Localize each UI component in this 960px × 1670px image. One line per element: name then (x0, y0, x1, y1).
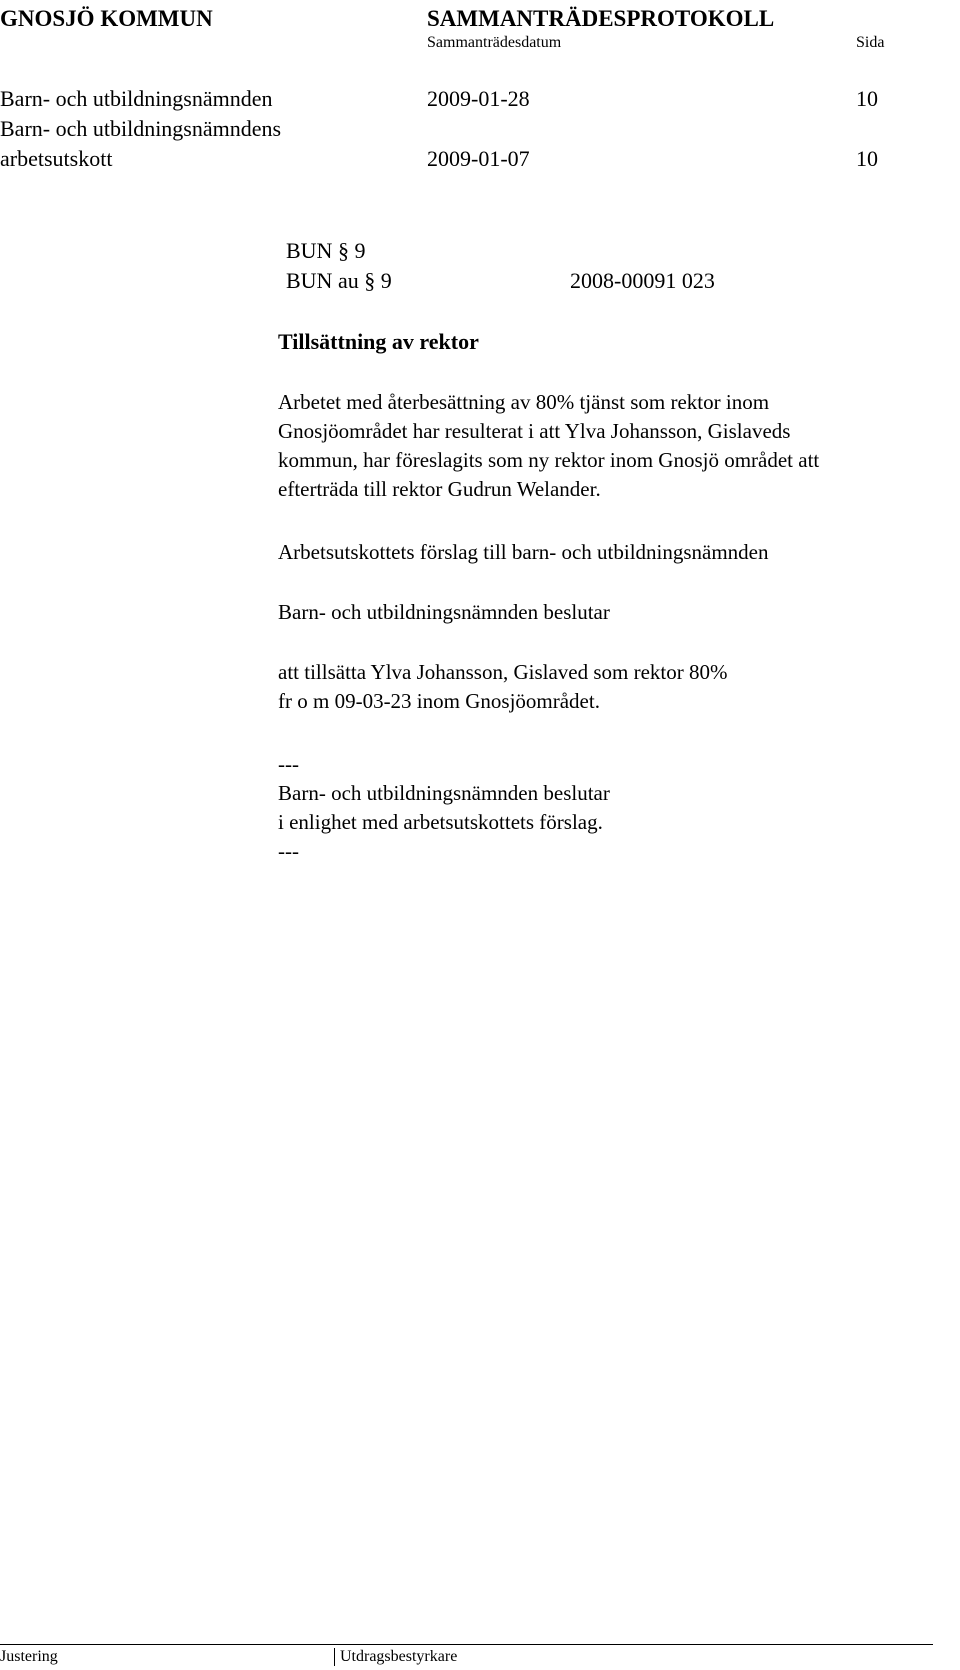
paragraph-line: Barn- och utbildningsnämnden beslutar (278, 781, 610, 805)
date-column-label: Sammanträdesdatum (427, 34, 562, 51)
proposal-heading: Arbetsutskottets förslag till barn- och utbildningsnämnden (278, 540, 769, 564)
document-type: SAMMANTRÄDESPROTOKOLL (427, 6, 775, 31)
background-paragraph (278, 388, 948, 504)
page-column-label: Sida (856, 34, 885, 51)
justering-label: Justering (0, 1648, 58, 1665)
item-title: Tillsättning av rektor (278, 329, 479, 354)
meeting-body-line1: Barn- och utbildningsnämndens (0, 116, 282, 141)
decision-heading: Barn- och utbildningsnämnden beslutar (278, 600, 610, 624)
meeting-page: 10 (856, 146, 878, 171)
paragraph-line: kommun, har föreslagits som ny rektor inom Gnosjö området att (278, 448, 820, 472)
separator: --- (278, 752, 299, 776)
meeting-date: 2009-01-07 (427, 146, 530, 171)
meeting-date: 2009-01-28 (427, 86, 530, 111)
case-number: 2008-00091 023 (570, 268, 715, 293)
extract-certifier-label: Utdragsbestyrkare (340, 1648, 458, 1665)
paragraph-line: efterträda till rektor Gudrun Welander. (278, 477, 601, 501)
paragraph-line: Arbetet med återbesättning av 80% tjänst som rektor inom (278, 390, 770, 414)
paragraph-reference-committee: BUN au § 9 (286, 268, 392, 293)
footer-divider (334, 1648, 335, 1666)
decision-paragraph (278, 658, 948, 716)
paragraph-reference-board: BUN § 9 (286, 238, 366, 263)
paragraph-line: att tillsätta Ylva Johansson, Gislaved som rektor 80% (278, 660, 728, 684)
paragraph-line: Gnosjöområdet har resulterat i att Ylva Johansson, Gislaveds (278, 419, 791, 443)
paragraph-line: fr o m 09-03-23 inom Gnosjöområdet. (278, 689, 600, 713)
municipality-name: GNOSJÖ KOMMUN (0, 6, 213, 31)
meeting-body-line2: arbetsutskott (0, 146, 113, 171)
meeting-page: 10 (856, 86, 878, 111)
final-decision-block (278, 750, 948, 866)
footer-rule (0, 1644, 933, 1645)
paragraph-line: i enlighet med arbetsutskottets förslag. (278, 810, 603, 834)
separator: --- (278, 839, 299, 863)
meeting-body: Barn- och utbildningsnämnden (0, 86, 273, 111)
